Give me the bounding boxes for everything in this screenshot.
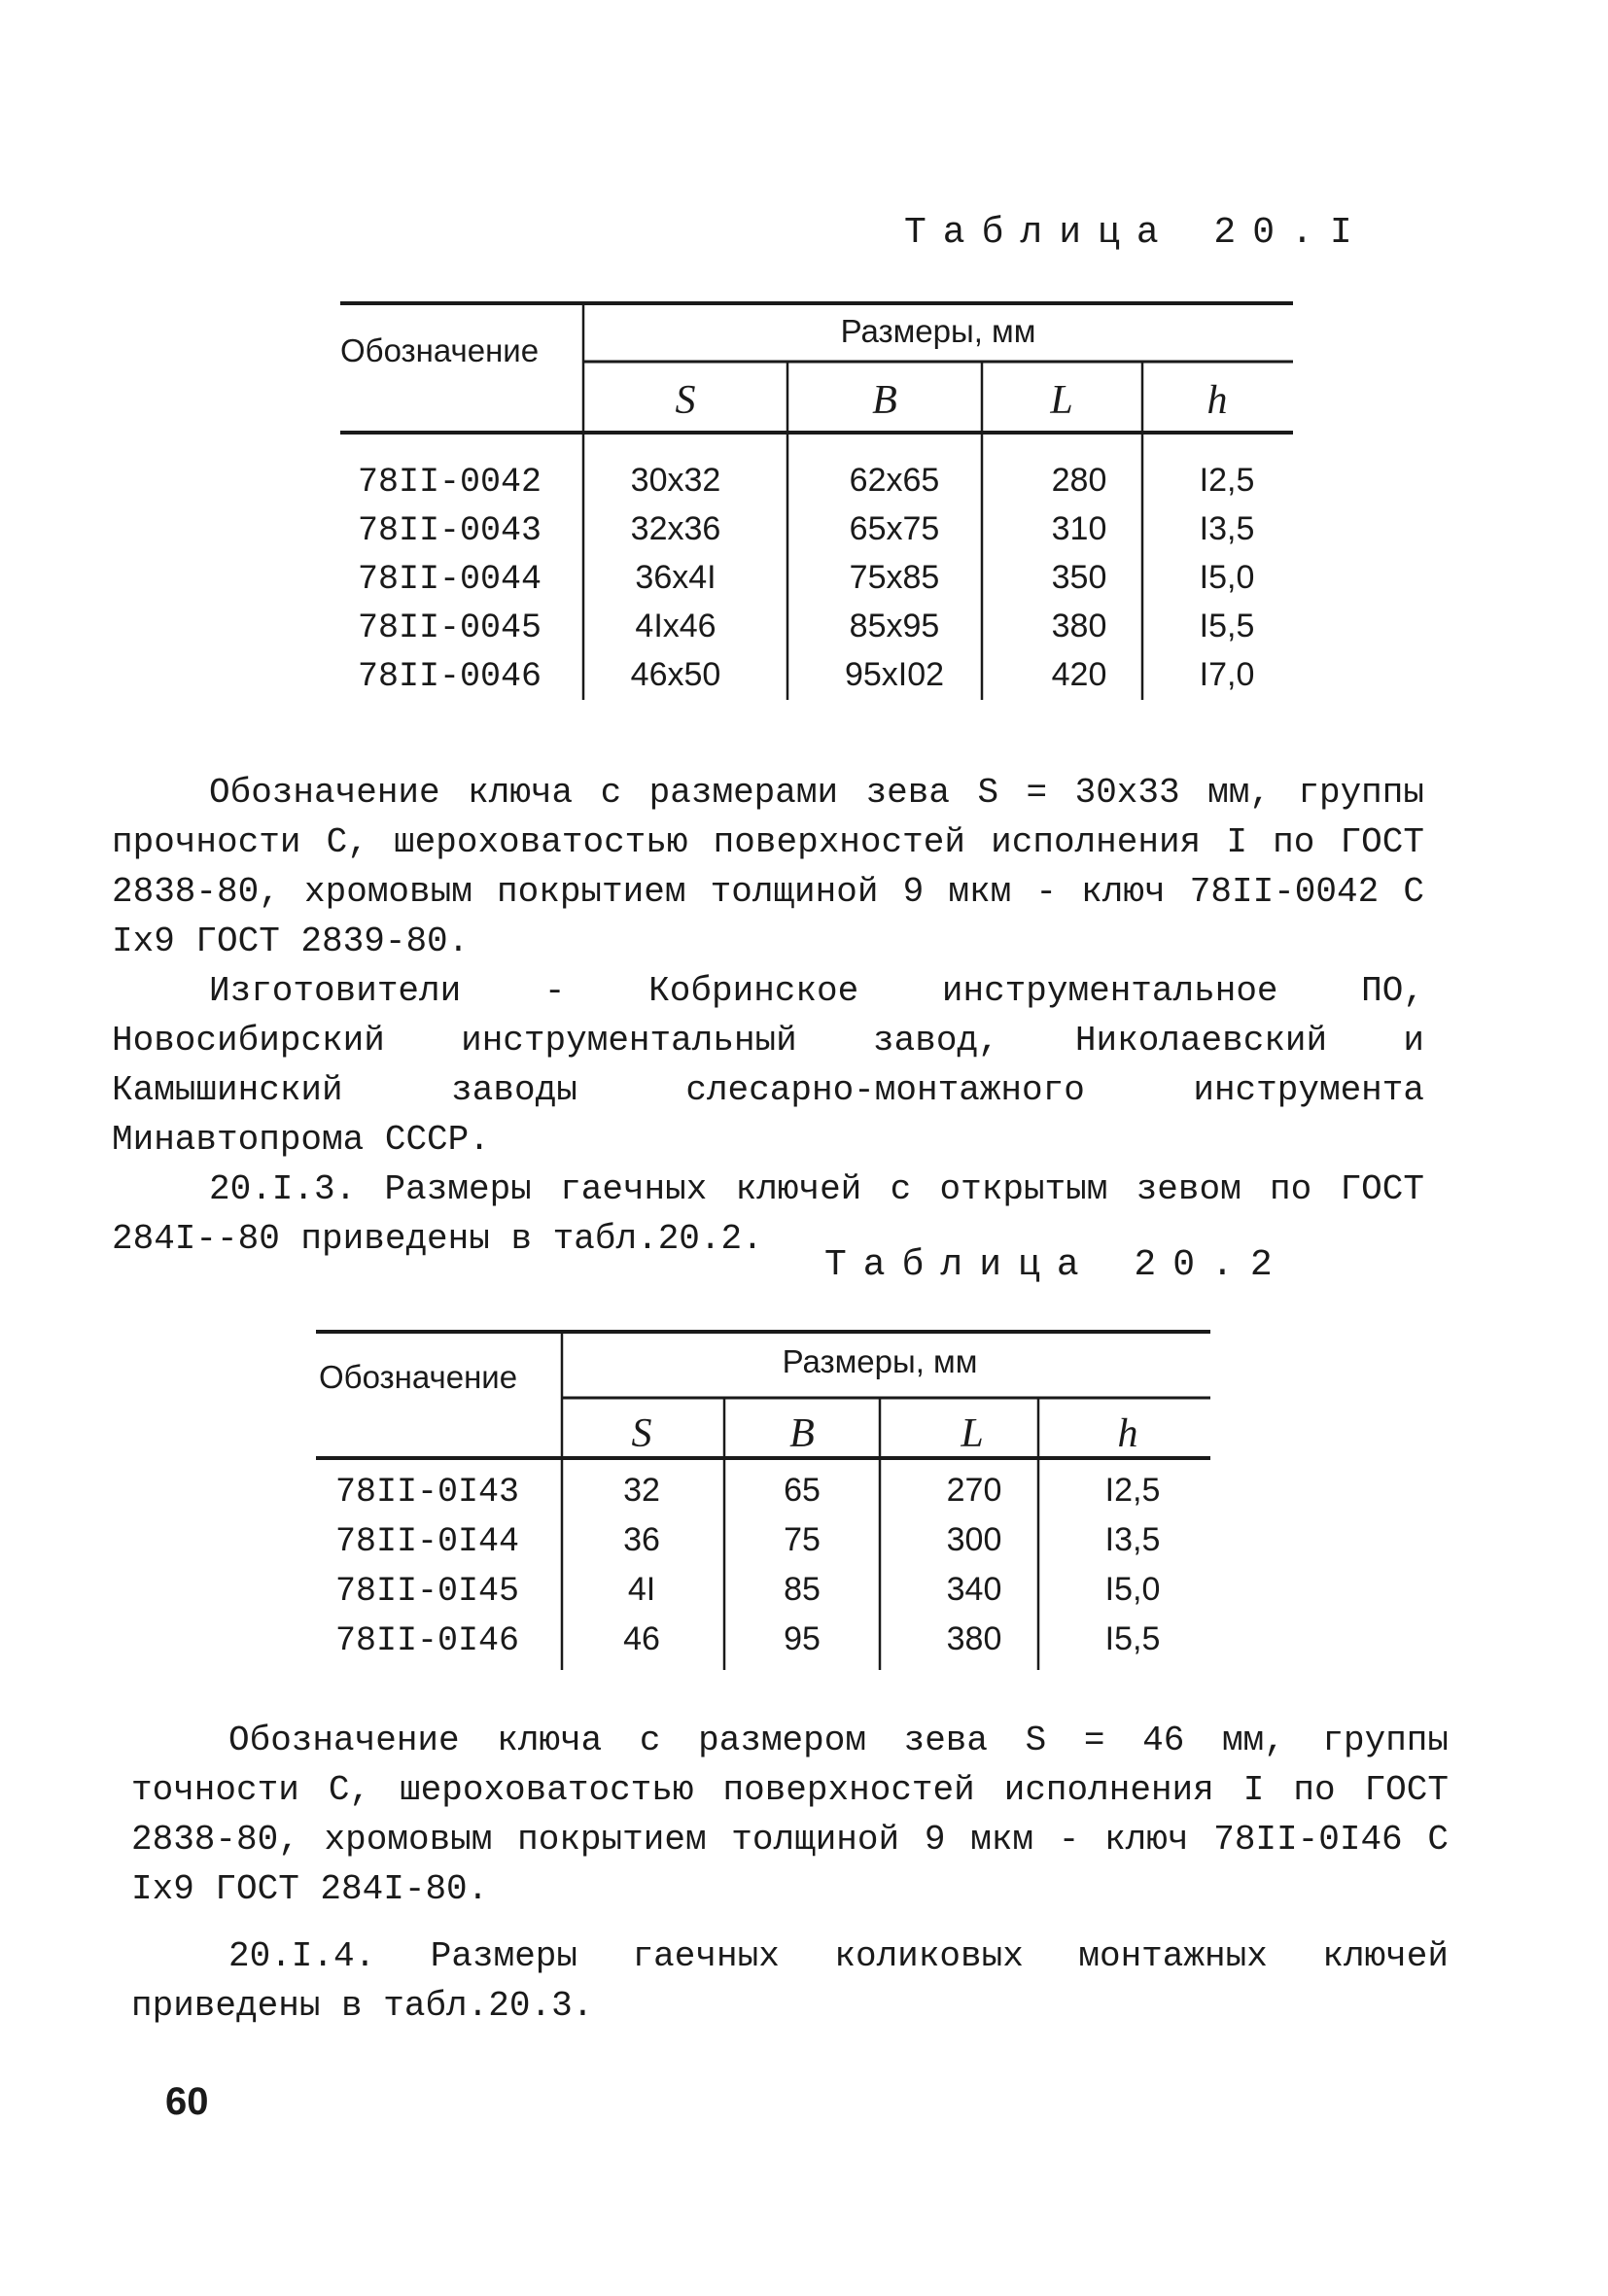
table2-cell-r3-c4: I5,5 bbox=[1104, 1620, 1161, 1657]
table1-cell-r2-c4: I5,0 bbox=[1199, 559, 1255, 596]
paragraph-manufacturers: Изготовители - Кобринское инструментальное ПО, Новосибирский инструментальный завод, Николаевский и Камышинский заводы слесарно-монтажного инструмента Минавтопрома СССР. bbox=[112, 971, 1424, 1160]
table1-cell-r0-c1: 30x32 bbox=[630, 462, 721, 499]
table2-cell-r1-c1: 36 bbox=[623, 1521, 660, 1558]
table2-symbol-s: S bbox=[631, 1411, 652, 1456]
table1-cell-r0-c2: 62x65 bbox=[849, 462, 940, 499]
table1-cell-r2-c3: 350 bbox=[1051, 559, 1107, 596]
table2-cell-r2-c2: 85 bbox=[784, 1571, 821, 1608]
table2-symbol-b: B bbox=[789, 1411, 815, 1456]
table2-cell-r1-c2: 75 bbox=[784, 1521, 821, 1558]
table1-symbol-h: h bbox=[1206, 378, 1228, 423]
table1-cell-r4-c0: 78II-0046 bbox=[358, 657, 542, 696]
table2-cell-r1-c3: 300 bbox=[946, 1521, 1002, 1558]
table1-cell-r4-c2: 95xI02 bbox=[844, 656, 945, 693]
table1-cell-r4-c1: 46x50 bbox=[630, 656, 721, 693]
table1-designation-header: Обозначение bbox=[340, 332, 540, 368]
table2-cell-r1-c4: I3,5 bbox=[1104, 1521, 1161, 1558]
table2-cell-r0-c4: I2,5 bbox=[1104, 1472, 1161, 1509]
table2-cell-r2-c4: I5,0 bbox=[1104, 1571, 1161, 1608]
table2-symbol-h: h bbox=[1117, 1411, 1138, 1456]
table1-cell-r4-c4: I7,0 bbox=[1199, 656, 1255, 693]
table1-cell-r3-c4: I5,5 bbox=[1199, 608, 1255, 644]
table2-designation-header: Обозначение bbox=[319, 1359, 518, 1395]
table2-cell-r0-c2: 65 bbox=[784, 1472, 821, 1509]
table2-cell-r3-c3: 380 bbox=[946, 1620, 1002, 1657]
table1-cell-r1-c3: 310 bbox=[1051, 510, 1107, 547]
table2-cell-r0-c1: 32 bbox=[623, 1472, 660, 1509]
table2-cell-r2-c3: 340 bbox=[946, 1571, 1002, 1608]
table2-cell-r2-c1: 4I bbox=[627, 1571, 656, 1608]
table1-cell-r0-c3: 280 bbox=[1051, 462, 1107, 499]
paragraph-designation-example-1: Обозначение ключа с размерами зева S = 30x33 мм, группы прочности С, шероховатостью поверхностей исполнения I по ГОСТ 2838-80, хромовым покрытием толщиной 9 мкм - ключ 78II-0042 С Ix9 ГОСТ 2839-80. bbox=[112, 773, 1424, 961]
table1-caption: Таблица 20.I bbox=[904, 212, 1369, 254]
table1-cell-r3-c3: 380 bbox=[1051, 608, 1107, 644]
table1-symbol-l: L bbox=[1050, 378, 1073, 423]
table2-sizes-header: Размеры, мм bbox=[782, 1343, 978, 1379]
table1-symbol-b: B bbox=[872, 378, 897, 423]
paragraph-section-20-1-4: 20.I.4. Размеры гаечных коликовых монтажных ключей приведены в табл.20.3. bbox=[131, 1936, 1449, 2026]
paragraph-section-20-1-3: 20.I.3. Размеры гаечных ключей с открытым зевом по ГОСТ 284I--80 приведены в табл.20.2. bbox=[112, 1169, 1424, 1259]
table2-cell-r2-c0: 78II-0I45 bbox=[335, 1572, 520, 1611]
table1-cell-r0-c0: 78II-0042 bbox=[358, 463, 542, 502]
table2-cell-r0-c3: 270 bbox=[946, 1472, 1002, 1509]
table1-cell-r1-c4: I3,5 bbox=[1199, 510, 1255, 547]
table2-symbol-l: L bbox=[961, 1411, 984, 1456]
table2-cell-r0-c0: 78II-0I43 bbox=[335, 1473, 520, 1512]
table2-caption: Таблица 20.2 bbox=[824, 1244, 1289, 1286]
table1-cell-r1-c1: 32x36 bbox=[630, 510, 721, 547]
table2-cell-r3-c1: 46 bbox=[623, 1620, 660, 1657]
table1-cell-r0-c4: I2,5 bbox=[1199, 462, 1255, 499]
table1-sizes-header: Размеры, мм bbox=[840, 313, 1036, 349]
table1-cell-r3-c0: 78II-0045 bbox=[358, 609, 542, 647]
table1-cell-r2-c1: 36x4I bbox=[635, 559, 717, 596]
table1-cell-r1-c2: 65x75 bbox=[849, 510, 940, 547]
table2-cell-r3-c2: 95 bbox=[784, 1620, 821, 1657]
table2-cell-r1-c0: 78II-0I44 bbox=[335, 1522, 520, 1561]
paragraph-designation-example-2: Обозначение ключа с размером зева S = 46 мм, группы точности С, шероховатостью поверхностей исполнения I по ГОСТ 2838-80, хромовым покрытием толщиной 9 мкм - ключ 78II-0I46 С Ix9 ГОСТ 284I-80. bbox=[131, 1721, 1449, 1909]
table1-cell-r2-c2: 75x85 bbox=[849, 559, 940, 596]
table1-cell-r1-c0: 78II-0043 bbox=[358, 511, 542, 550]
table1-cell-r3-c2: 85x95 bbox=[849, 608, 940, 644]
table2-body bbox=[335, 1472, 1160, 1660]
page-number: 60 bbox=[165, 2080, 209, 2123]
table1-cell-r4-c3: 420 bbox=[1051, 656, 1107, 693]
table1-symbol-s: S bbox=[675, 378, 696, 423]
table1-cell-r2-c0: 78II-0044 bbox=[358, 560, 542, 599]
paragraphs-block-2 bbox=[131, 1716, 1449, 2031]
table1-cell-r3-c1: 4Ix46 bbox=[635, 608, 717, 644]
table2-cell-r3-c0: 78II-0I46 bbox=[335, 1621, 520, 1660]
